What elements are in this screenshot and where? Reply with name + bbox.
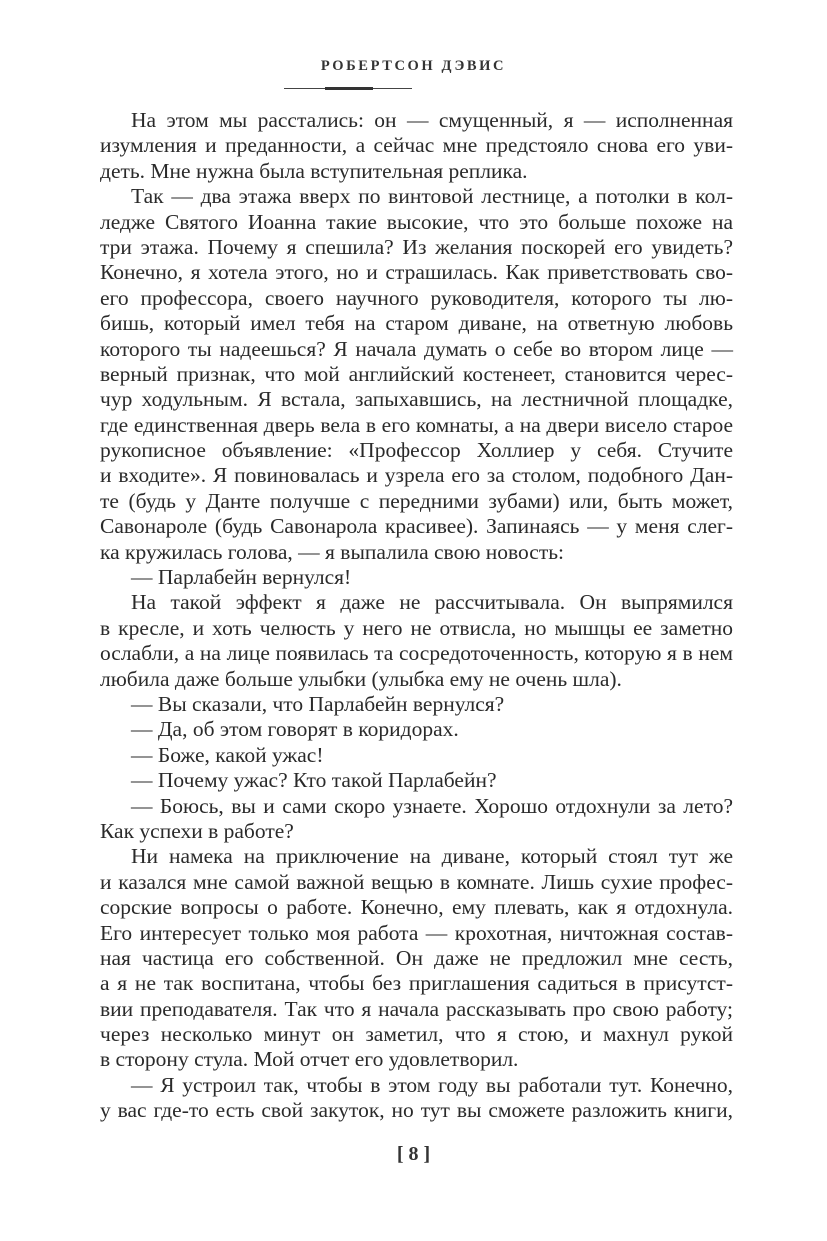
dialogue-line: — Парлабейн вернулся! (131, 565, 352, 590)
text-line: ослабли, а на лице появилась та сосредоточенность, которую я в нем (100, 641, 733, 666)
text-line: изумления и преданности, а сейчас мне предстояло снова его уви- (100, 133, 733, 158)
text-line: три этажа. Почему я спешила? Из желания поскорей его увидеть? (100, 234, 733, 259)
dialogue-line: — Вы сказали, что Парлабейн вернулся? (131, 691, 505, 716)
text-line: его профессора, своего научного руководителя, которого ты лю- (100, 285, 733, 310)
text-line: а я не так воспитана, чтобы без приглашения садиться в присутст- (100, 971, 733, 996)
text-line: в кресле, и хоть челюсть у него не отвисла, но мышцы ее заметно (100, 615, 733, 640)
dialogue-line: — Боюсь, вы и сами скоро узнаете. Хорошо отдохнули за лето? (131, 793, 733, 818)
text-line: Савонароле (будь Савонарола красивее). Запинаясь — у меня слег- (100, 514, 733, 539)
text-line: Его интересует только моя работа — крохотная, ничтожная состав- (100, 920, 733, 945)
page-number: [ 8 ] (396, 1143, 431, 1165)
text-line: ка кружилась голова, — я выпалила свою новость: (100, 539, 565, 564)
text-line: рукописное объявление: «Профессор Холлиер у себя. Стучите (100, 438, 733, 463)
text-line: ледже Святого Иоанна такие высокие, что это больше похоже на (100, 209, 733, 234)
text-line: На этом мы расстались: он — смущенный, я — исполненная (131, 108, 733, 132)
dialogue-line: — Да, об этом говорят в коридорах. (131, 717, 459, 742)
header-divider-accent (325, 87, 373, 90)
text-line: верный признак, что мой английский костенеет, становится черес- (100, 361, 733, 386)
text-line: сорские вопросы о работе. Конечно, ему плевать, как я отдохнула. (100, 895, 733, 920)
text-line: Как успехи в работе? (100, 818, 294, 843)
text-line: деть. Мне нужна была вступительная реплика. (100, 158, 528, 183)
text-line: и входите». Я повиновалась и узрела его за столом, подобного Дан- (100, 463, 733, 488)
text-line: любила даже больше улыбки (улыбка ему не очень шла). (100, 666, 622, 691)
text-line: Ни намека на приключение на диване, который стоял тут же (131, 844, 733, 869)
dialogue-line: — Почему ужас? Кто такой Парлабейн? (131, 768, 497, 793)
text-line: у вас где-то есть свой закуток, но тут вы сможете разложить книги, (100, 1098, 733, 1123)
text-line: где единственная дверь вела в его комнаты, а на двери висело старое (100, 412, 733, 437)
text-line: На такой эффект я даже не рассчитывала. Он выпрямился (131, 590, 733, 615)
text-line: бишь, который имел тебя на старом диване, на ответную любовь (100, 311, 733, 336)
dialogue-line: — Боже, какой ужас! (131, 742, 324, 767)
text-line: чур ходульным. Я встала, запыхавшись, на лестничной площадке, (100, 387, 733, 412)
text-line: через несколько минут он заметил, что я стою, и махнул рукой (100, 1022, 733, 1047)
text-line: ная частица его собственной. Он даже не предложил мне сесть, (100, 945, 733, 970)
running-header: РОБЕРТСОН ДЭВИС (320, 58, 507, 74)
text-line: и казался мне самой важной вещью в комнате. Лишь сухие профес- (100, 869, 733, 894)
dialogue-line: — Я устроил так, чтобы в этом году вы работали тут. Конечно, (131, 1072, 733, 1097)
text-line: которого ты надеешься? Я начала думать о себе во втором лице — (100, 336, 733, 361)
text-line: в сторону стула. Мой отчет его удовлетворил. (100, 1047, 519, 1072)
text-line: вии преподавателя. Так что я начала рассказывать про свою работу; (100, 996, 733, 1021)
page-body-text (100, 108, 733, 1124)
text-line: те (будь у Данте получше с передними зубами) или, быть может, (100, 488, 733, 513)
text-line: Так — два этажа вверх по винтовой лестнице, а потолки в кол- (131, 184, 733, 209)
text-line: Конечно, я хотела этого, но и страшилась. Как приветствовать сво- (100, 260, 733, 285)
